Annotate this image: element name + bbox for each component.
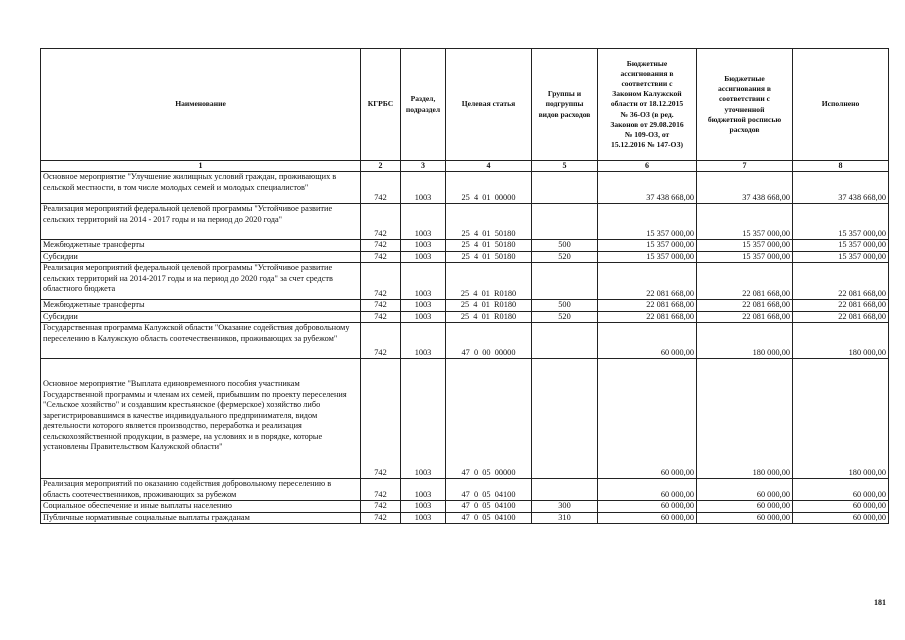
row-section: 1003 — [401, 311, 446, 323]
row-refined: 180 000,00 — [697, 359, 793, 479]
row-section: 1003 — [401, 323, 446, 359]
row-section: 1003 — [401, 251, 446, 263]
column-number: 7 — [697, 161, 793, 172]
header-refined: Бюджетные ассигнования в соответствии с уточненной бюджетной росписью расходов — [697, 49, 793, 161]
column-number: 5 — [532, 161, 598, 172]
header-kgrbs: КГРБС — [361, 49, 401, 161]
row-name: Государственная программа Калужской области "Оказание содействия добровольному переселению в Калужскую область соотечественников, проживающих за рубежом" — [41, 323, 361, 359]
row-group — [532, 204, 598, 240]
row-kgrbs: 742 — [361, 251, 401, 263]
row-budget: 22 081 668,00 — [598, 300, 697, 312]
row-name: Реализация мероприятий федеральной целевой программы "Устойчивое развитие сельских территорий на 2014 - 2017 годы и на период до 2020 года" — [41, 204, 361, 240]
header-name: Наименование — [41, 49, 361, 161]
row-kgrbs: 742 — [361, 359, 401, 479]
page-number: 181 — [874, 598, 886, 607]
row-kgrbs: 742 — [361, 263, 401, 300]
budget-table — [40, 48, 889, 524]
row-executed: 60 000,00 — [793, 512, 889, 524]
table-row — [41, 300, 889, 312]
row-section: 1003 — [401, 479, 446, 501]
row-section: 1003 — [401, 300, 446, 312]
row-name: Основное мероприятие "Выплата единовременного пособия участникам Государственной программы и членам их семей, прибывшим по проекту переселения "Сельское хозяйство" и создавшим крестьянское (фермерское) хозяйство либо зарегистрировавшимся в качестве индивидуального предпринимателя, видом деятельности которого является производство, переработка и реализация сельскохозяйственной продукции, в размере, на условиях и в порядке, которые установлены Правительством Калужской области" — [41, 359, 361, 479]
row-refined: 37 438 668,00 — [697, 172, 793, 204]
header-row — [41, 49, 889, 161]
row-refined: 15 357 000,00 — [697, 240, 793, 252]
column-number: 6 — [598, 161, 697, 172]
row-kgrbs: 742 — [361, 311, 401, 323]
row-section: 1003 — [401, 359, 446, 479]
row-target: 25 4 01 R0180 — [446, 300, 532, 312]
header-group: Группы и подгруппы видов расходов — [532, 49, 598, 161]
row-name: Субсидии — [41, 311, 361, 323]
table-row — [41, 501, 889, 513]
row-section: 1003 — [401, 501, 446, 513]
row-budget: 15 357 000,00 — [598, 240, 697, 252]
header-budget: Бюджетные ассигнования в соответствии с Законом Калужской области от 18.12.2015 № 36-ОЗ (в ред. Законов от 29.08.2016 № 109-ОЗ, от 15.12.2016 № 147-ОЗ) — [598, 49, 697, 161]
row-budget: 15 357 000,00 — [598, 204, 697, 240]
row-executed: 15 357 000,00 — [793, 204, 889, 240]
row-target: 25 4 01 50180 — [446, 251, 532, 263]
table-row — [41, 323, 889, 359]
row-kgrbs: 742 — [361, 204, 401, 240]
row-name: Реализация мероприятий федеральной целевой программы "Устойчивое развитие сельских территорий на 2014-2017 годы и на период до 2020 года" за счет средств областного бюджета — [41, 263, 361, 300]
row-section: 1003 — [401, 204, 446, 240]
table-row — [41, 204, 889, 240]
row-section: 1003 — [401, 263, 446, 300]
row-target: 47 0 05 00000 — [446, 359, 532, 479]
row-refined: 15 357 000,00 — [697, 251, 793, 263]
row-name: Субсидии — [41, 251, 361, 263]
row-name: Межбюджетные трансферты — [41, 300, 361, 312]
row-group: 520 — [532, 311, 598, 323]
row-kgrbs: 742 — [361, 240, 401, 252]
header-executed: Исполнено — [793, 49, 889, 161]
table-row — [41, 240, 889, 252]
row-kgrbs: 742 — [361, 323, 401, 359]
row-name: Реализация мероприятий по оказанию содействия добровольному переселению в область соотечественников, проживающих за рубежом — [41, 479, 361, 501]
row-executed: 15 357 000,00 — [793, 251, 889, 263]
table-row — [41, 359, 889, 479]
row-target: 25 4 01 50180 — [446, 240, 532, 252]
row-target: 25 4 01 R0180 — [446, 263, 532, 300]
column-number: 1 — [41, 161, 361, 172]
row-refined: 60 000,00 — [697, 479, 793, 501]
row-section: 1003 — [401, 240, 446, 252]
row-target: 25 4 01 00000 — [446, 172, 532, 204]
row-executed: 22 081 668,00 — [793, 300, 889, 312]
row-target: 47 0 00 00000 — [446, 323, 532, 359]
row-refined: 15 357 000,00 — [697, 204, 793, 240]
header-section: Раздел, подраздел — [401, 49, 446, 161]
row-name: Публичные нормативные социальные выплаты гражданам — [41, 512, 361, 524]
column-number-row — [41, 161, 889, 172]
row-budget: 60 000,00 — [598, 501, 697, 513]
row-budget: 37 438 668,00 — [598, 172, 697, 204]
row-refined: 60 000,00 — [697, 501, 793, 513]
table-row — [41, 512, 889, 524]
row-refined: 180 000,00 — [697, 323, 793, 359]
row-target: 47 0 05 04100 — [446, 512, 532, 524]
row-budget: 60 000,00 — [598, 479, 697, 501]
row-budget: 60 000,00 — [598, 359, 697, 479]
row-group — [532, 323, 598, 359]
row-name: Социальное обеспечение и иные выплаты населению — [41, 501, 361, 513]
row-executed: 60 000,00 — [793, 479, 889, 501]
row-kgrbs: 742 — [361, 172, 401, 204]
row-group — [532, 263, 598, 300]
row-group: 500 — [532, 240, 598, 252]
row-budget: 22 081 668,00 — [598, 311, 697, 323]
row-executed: 37 438 668,00 — [793, 172, 889, 204]
column-number: 8 — [793, 161, 889, 172]
row-group — [532, 359, 598, 479]
row-executed: 180 000,00 — [793, 323, 889, 359]
table-row — [41, 172, 889, 204]
row-kgrbs: 742 — [361, 501, 401, 513]
row-executed: 22 081 668,00 — [793, 311, 889, 323]
row-group — [532, 479, 598, 501]
row-target: 47 0 05 04100 — [446, 479, 532, 501]
row-name: Основное мероприятие "Улучшение жилищных условий граждан, проживающих в сельской местности, в том числе молодых семей и молодых специалистов" — [41, 172, 361, 204]
row-section: 1003 — [401, 512, 446, 524]
row-refined: 22 081 668,00 — [697, 263, 793, 300]
row-section: 1003 — [401, 172, 446, 204]
column-number: 4 — [446, 161, 532, 172]
row-executed: 15 357 000,00 — [793, 240, 889, 252]
row-kgrbs: 742 — [361, 479, 401, 501]
row-kgrbs: 742 — [361, 512, 401, 524]
table-row — [41, 479, 889, 501]
row-group: 520 — [532, 251, 598, 263]
row-budget: 60 000,00 — [598, 323, 697, 359]
row-budget: 60 000,00 — [598, 512, 697, 524]
table-row — [41, 263, 889, 300]
row-kgrbs: 742 — [361, 300, 401, 312]
row-refined: 22 081 668,00 — [697, 311, 793, 323]
table-row — [41, 251, 889, 263]
row-executed: 180 000,00 — [793, 359, 889, 479]
row-budget: 15 357 000,00 — [598, 251, 697, 263]
row-refined: 22 081 668,00 — [697, 300, 793, 312]
budget-report-sheet — [40, 48, 888, 524]
row-group — [532, 172, 598, 204]
column-number: 2 — [361, 161, 401, 172]
row-group: 500 — [532, 300, 598, 312]
row-group: 310 — [532, 512, 598, 524]
column-number: 3 — [401, 161, 446, 172]
row-executed: 60 000,00 — [793, 501, 889, 513]
row-target: 25 4 01 R0180 — [446, 311, 532, 323]
row-target: 25 4 01 50180 — [446, 204, 532, 240]
row-budget: 22 081 668,00 — [598, 263, 697, 300]
row-refined: 60 000,00 — [697, 512, 793, 524]
row-group: 300 — [532, 501, 598, 513]
row-target: 47 0 05 04100 — [446, 501, 532, 513]
row-executed: 22 081 668,00 — [793, 263, 889, 300]
table-row — [41, 311, 889, 323]
header-target: Целевая статья — [446, 49, 532, 161]
row-name: Межбюджетные трансферты — [41, 240, 361, 252]
